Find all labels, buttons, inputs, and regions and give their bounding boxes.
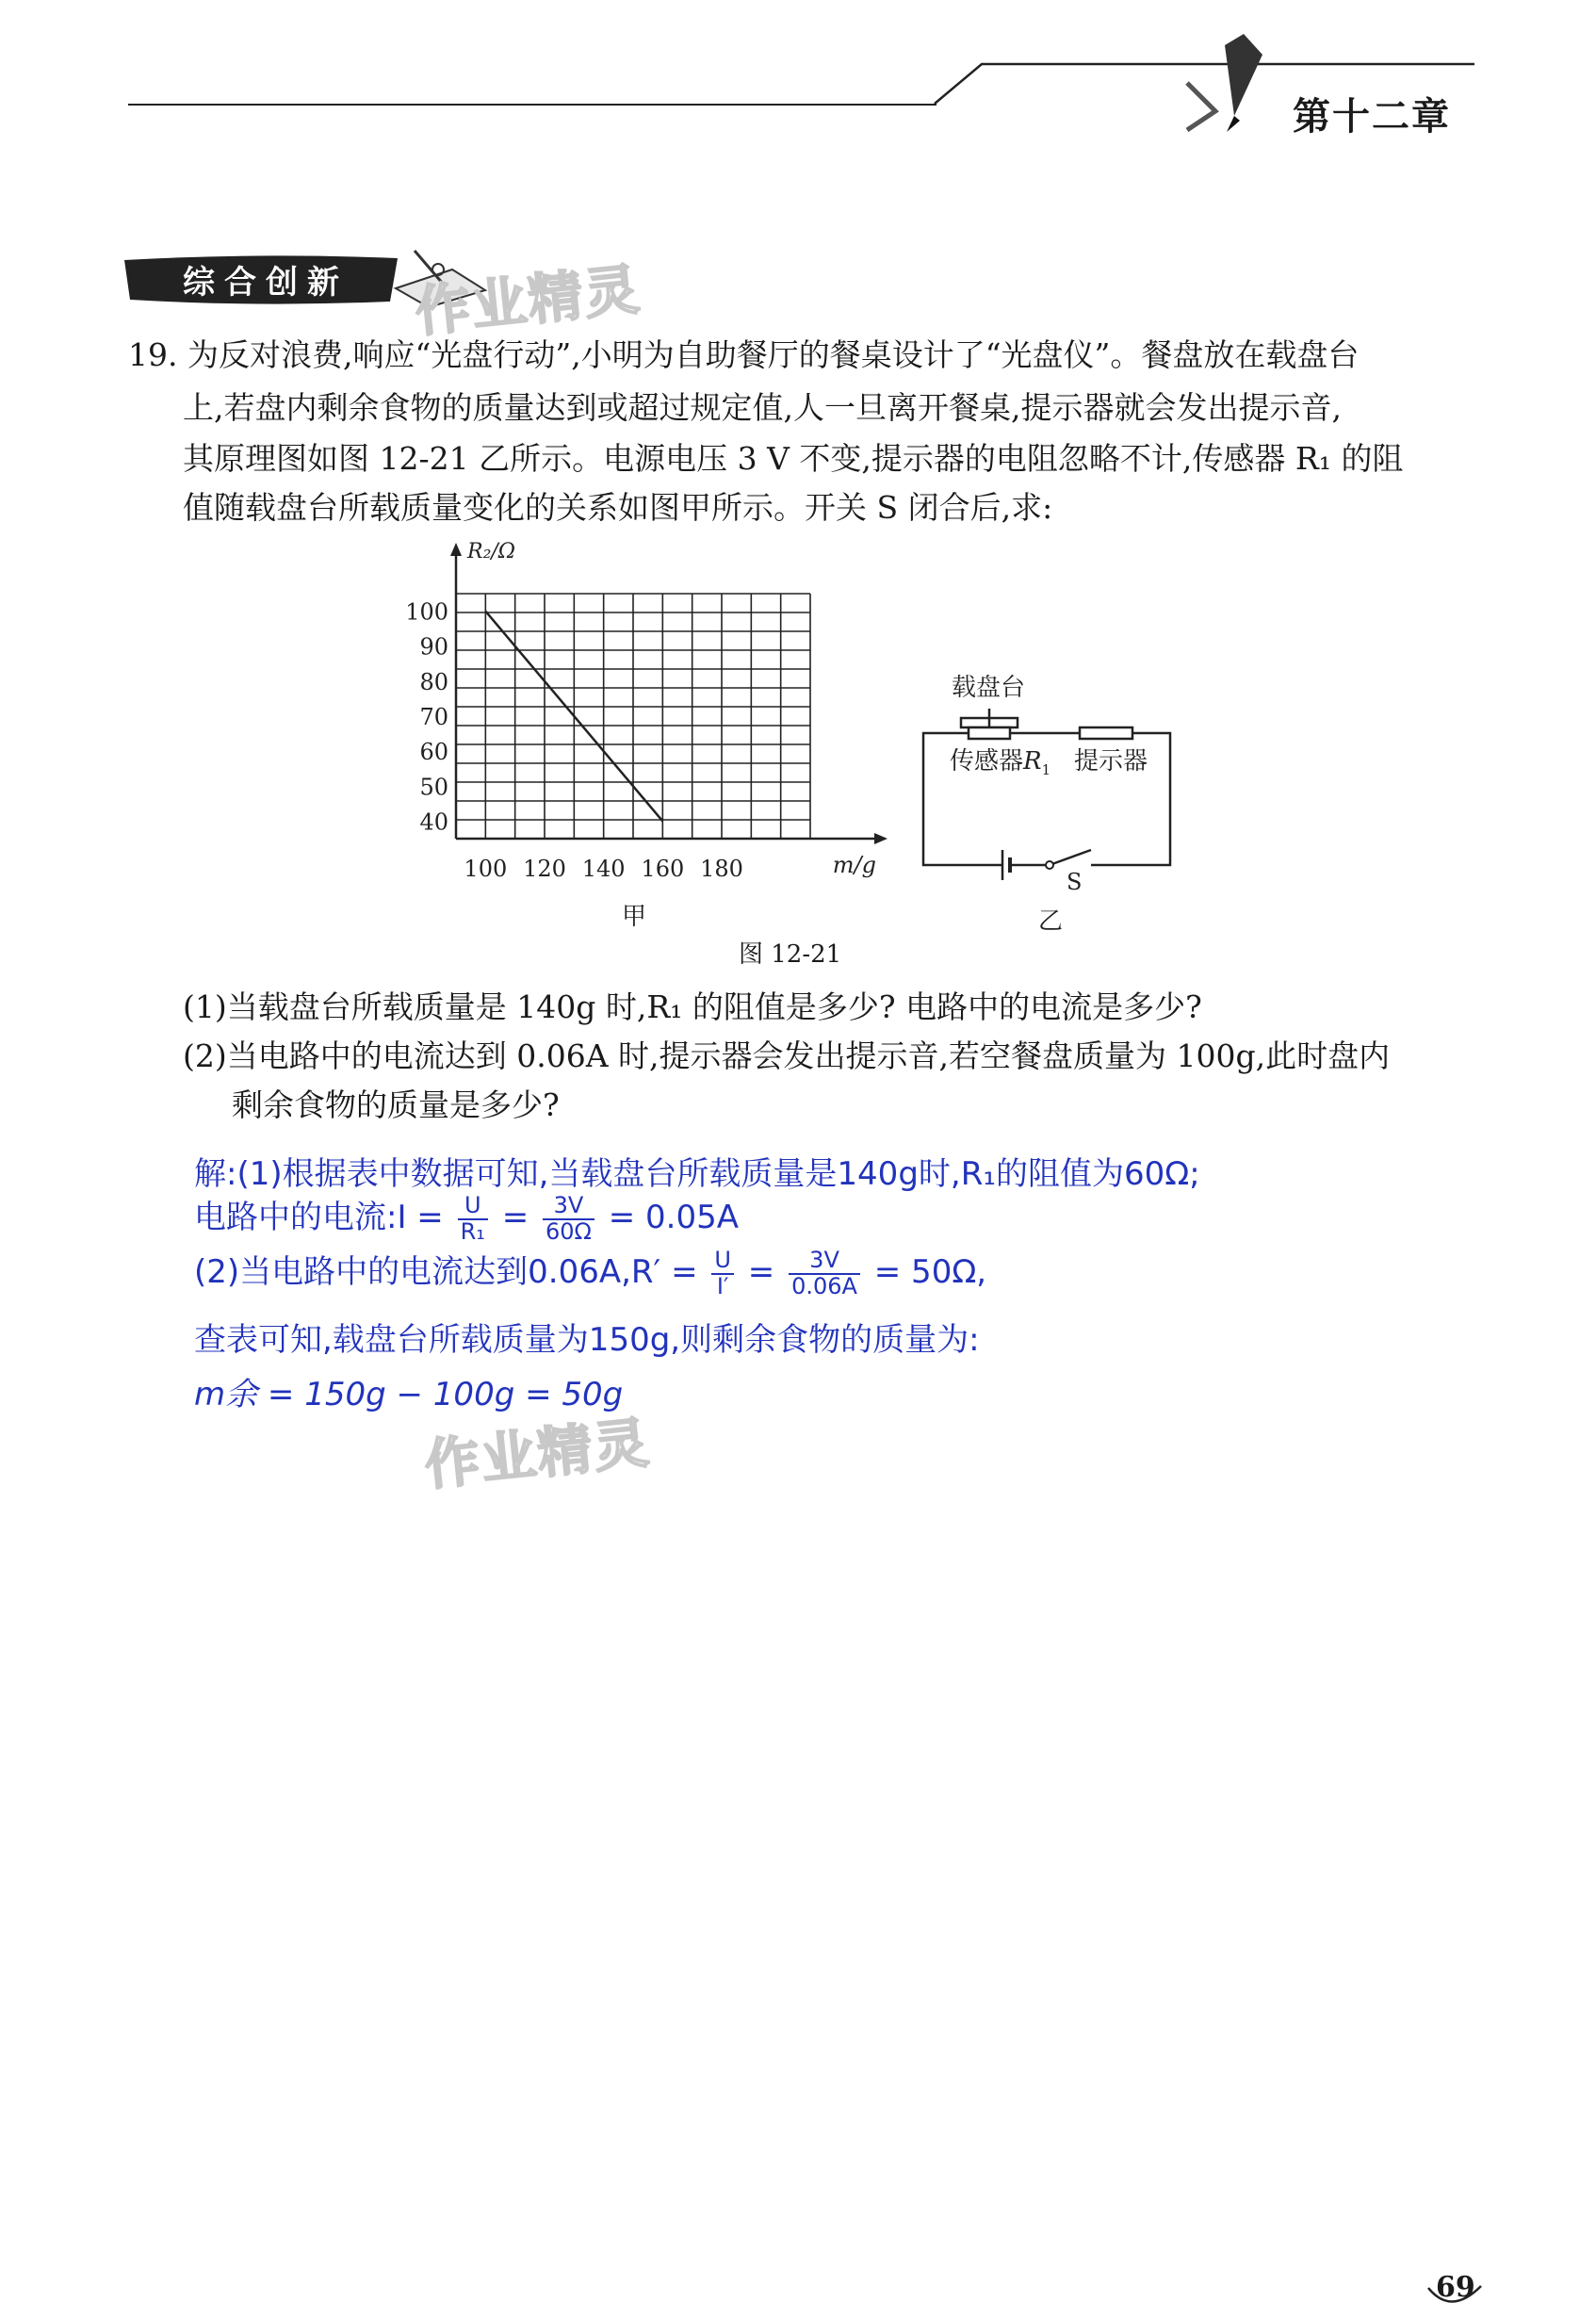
sensor-label — [950, 747, 1050, 778]
watermark-top: 作业精灵 — [412, 256, 644, 345]
x-tick-label: 100 — [464, 856, 508, 882]
sensor-box — [969, 727, 1010, 739]
answer-line-2-suffix: = 0.05A — [608, 1199, 739, 1236]
chapter-title: 第十二章 — [1293, 94, 1451, 139]
section-banner-label: 综合创新 — [183, 264, 349, 302]
answer-line-1: 解:(1)根据表中数据可知,当载盘台所载质量是140g时,R₁的阻值为60Ω; — [194, 1155, 1200, 1193]
y-tick-label: 70 — [419, 704, 448, 730]
page-number: 69 — [1436, 2271, 1475, 2304]
x-tick-label: 140 — [581, 856, 626, 882]
sub-question-2-line-1: (2)当电路中的电流达到 0.06A 时,提示器会发出提示音,若空餐盘质量为 100g,此时盘内 — [183, 1037, 1391, 1074]
y-tick-label: 80 — [419, 668, 448, 695]
answer-line-2: 电路中的电流:I = $\frac{U}{\text{R₁}}$ = $\frac{3V}{60\Omega}$ = 0.05A — [194, 1192, 739, 1245]
figure-label-jia: 甲 — [622, 903, 647, 931]
switch-pivot — [1046, 861, 1053, 869]
frac-num: 3V — [543, 1194, 594, 1219]
question-line-3: 其原理图如图 12-21 乙所示。电源电压 3 V 不变,提示器的电阻忽略不计,传感器 R₁ 的阻 — [183, 440, 1404, 477]
y-tick-label: 40 — [419, 808, 448, 836]
frac-den: 60Ω — [546, 1217, 592, 1245]
x-tick-label: 180 — [700, 856, 743, 882]
watermark-bottom: 作业精灵 — [421, 1410, 654, 1498]
question-line-2: 上,若盘内剩余食物的质量达到或超过规定值,人一旦离开餐桌,提示器就会发出提示音, — [183, 389, 1342, 426]
header-rule-left — [128, 104, 936, 106]
answer-line-3-suffix: = 50Ω, — [873, 1253, 987, 1291]
y-tick-label: 60 — [419, 739, 448, 766]
frac-num: U — [458, 1194, 488, 1219]
y-tick-label: 50 — [419, 774, 448, 801]
answer-line-3: (2)当电路中的电流达到0.06A,R′ = $\frac{U}{I'}$ = $\frac{3V}{0.06A}$ = 50Ω, — [194, 1247, 987, 1299]
frac-den: 0.06A — [791, 1272, 857, 1299]
alarm-label: 提示器 — [1074, 747, 1148, 776]
fraction-u-over-i — [711, 1249, 734, 1298]
frac-den: I′ — [716, 1272, 729, 1299]
sensor-symbol: R — [1023, 747, 1042, 776]
fraction-u-over-r1 — [458, 1194, 488, 1243]
figure-label-yi: 乙 — [1038, 907, 1064, 936]
sub-question-1: (1)当载盘台所载质量是 140g 时,R₁ 的阻值是多少? 电路中的电流是多少? — [183, 988, 1202, 1025]
fraction-3v-over-60ohm — [543, 1194, 594, 1243]
answer-line-4: 查表可知,载盘台所载质量为150g,则剩余食物的质量为: — [194, 1321, 980, 1359]
platform-label: 载盘台 — [952, 674, 1026, 702]
sensor-subscript: 1 — [1041, 761, 1051, 778]
chart-r-vs-m — [396, 528, 904, 923]
fraction-3v-over-006a — [789, 1249, 860, 1298]
alarm-box — [1080, 727, 1132, 739]
y-tick-label: 90 — [419, 633, 448, 661]
x-axis-label: m/g — [832, 852, 876, 878]
y-axis-arrow — [450, 543, 462, 556]
x-tick-label: 160 — [641, 856, 685, 882]
sub-question-2-line-2: 剩余食物的质量是多少? — [232, 1086, 560, 1123]
question-line-1: 19. 为反对浪费,响应“光盘行动”,小明为自助餐厅的餐桌设计了“光盘仪”。餐盘放在载盘台 — [128, 336, 1360, 373]
circuit-diagram — [904, 665, 1187, 939]
pencil-icon — [1168, 26, 1281, 139]
page-number-arc — [1423, 2260, 1489, 2316]
answer-line-3-prefix: (2)当电路中的电流达到0.06A,R′ = — [194, 1253, 698, 1291]
sensor-name: 传感器 — [950, 747, 1024, 776]
figure-caption: 图 12-21 — [739, 940, 842, 969]
frac-num: U — [711, 1249, 734, 1274]
x-tick-label: 120 — [523, 856, 566, 882]
y-tick-label: 100 — [405, 598, 448, 626]
switch-label: S — [1067, 869, 1083, 895]
answer-line-2-prefix: 电路中的电流:I = — [194, 1199, 444, 1236]
question-line-4: 值随载盘台所载质量变化的关系如图甲所示。开关 S 闭合后,求: — [183, 489, 1053, 526]
answer-line-5: m余 = 150g − 100g = 50g — [194, 1376, 624, 1413]
y-axis-label: R₂/Ω — [467, 540, 516, 563]
frac-num: 3V — [789, 1249, 860, 1274]
x-axis-arrow — [874, 833, 888, 844]
frac-den: R₁ — [460, 1217, 485, 1245]
